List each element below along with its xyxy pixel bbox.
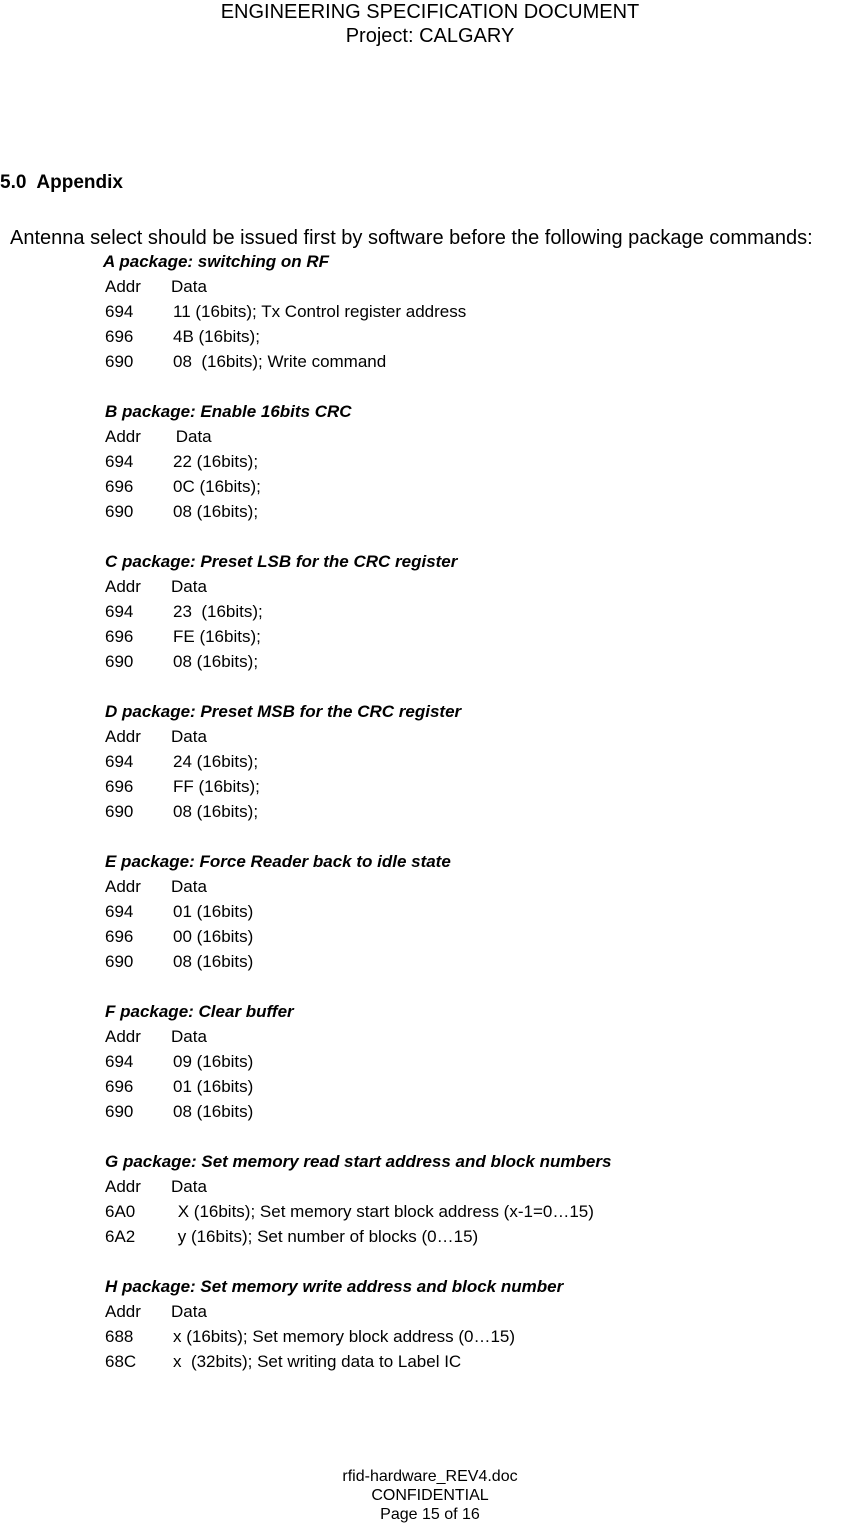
package-column-header (105, 274, 611, 299)
column-header-data: Data (171, 727, 207, 746)
column-header-data: Data (171, 427, 212, 446)
document-title: ENGINEERING SPECIFICATION DOCUMENT (220, 1, 640, 23)
register-value: 11 (16bits); Tx Control register address (173, 302, 467, 321)
register-row (105, 899, 611, 924)
register-row (105, 599, 611, 624)
register-address: 68C (105, 1352, 137, 1371)
register-address: 690 (105, 952, 134, 971)
register-value: 24 (16bits); (173, 752, 259, 771)
package-column-header (105, 1174, 611, 1199)
register-row (105, 749, 611, 774)
register-address: 690 (105, 502, 134, 521)
register-value: 08 (16bits); Write command (173, 352, 387, 371)
register-value: 00 (16bits) (173, 927, 254, 946)
column-header-addr: Addr (105, 1302, 141, 1321)
package-block (105, 249, 611, 374)
register-address: 690 (105, 652, 134, 671)
footer-classification: CONFIDENTIAL (371, 1487, 489, 1504)
register-value: X (16bits); Set memory start block address (x-1=0…15) (173, 1202, 594, 1221)
register-value: 08 (16bits); (173, 652, 259, 671)
register-address: 690 (105, 352, 134, 371)
register-value: 01 (16bits) (173, 902, 254, 921)
register-value: FF (16bits); (173, 777, 260, 796)
package-column-header (105, 1024, 611, 1049)
column-header-addr: Addr (105, 877, 141, 896)
register-row (105, 324, 611, 349)
register-value: y (16bits); Set number of blocks (0…15) (173, 1227, 479, 1246)
register-address: 6A0 (105, 1202, 136, 1221)
register-address: 694 (105, 302, 134, 321)
register-row (105, 1224, 611, 1249)
register-row (105, 649, 611, 674)
register-row (105, 799, 611, 824)
package-block (105, 1274, 611, 1374)
register-address: 696 (105, 927, 134, 946)
register-address: 688 (105, 1327, 134, 1346)
register-row (105, 774, 611, 799)
package-column-header (105, 724, 611, 749)
register-value: 09 (16bits) (173, 1052, 254, 1071)
package-block (105, 399, 611, 524)
package-column-header (105, 874, 611, 899)
register-address: 696 (105, 627, 134, 646)
register-address: 690 (105, 1102, 134, 1121)
register-row (105, 449, 611, 474)
project-name: Project: CALGARY (345, 25, 515, 47)
column-header-data: Data (171, 1302, 207, 1321)
register-row (105, 299, 611, 324)
register-row (105, 1049, 611, 1074)
package-list (105, 249, 611, 1399)
register-address: 696 (105, 1077, 134, 1096)
register-address: 694 (105, 452, 134, 471)
register-address: 696 (105, 327, 134, 346)
register-value: 08 (16bits) (173, 952, 254, 971)
register-value: 22 (16bits); (173, 452, 259, 471)
register-row (105, 1099, 611, 1124)
register-address: 690 (105, 802, 134, 821)
column-header-addr: Addr (105, 427, 141, 446)
column-header-addr: Addr (105, 1177, 141, 1196)
column-header-addr: Addr (105, 727, 141, 746)
column-header-addr: Addr (105, 1027, 141, 1046)
package-title: F package: Clear buffer (105, 1002, 294, 1021)
register-value: 08 (16bits); (173, 802, 259, 821)
register-value: x (16bits); Set memory block address (0…15) (173, 1327, 516, 1346)
page-header (0, 0, 845, 48)
section-title: Appendix (36, 172, 123, 193)
footer-page-number: Page 15 of 16 (380, 1506, 480, 1523)
column-header-data: Data (171, 1027, 207, 1046)
footer-filename: rfid-hardware_REV4.doc (342, 1468, 518, 1485)
column-header-addr: Addr (105, 277, 141, 296)
package-title: H package: Set memory write address and block number (105, 1277, 564, 1296)
register-row (105, 624, 611, 649)
page-footer (0, 1467, 845, 1524)
column-header-data: Data (171, 1177, 207, 1196)
section-number: 5.0 (0, 172, 27, 193)
column-header-data: Data (171, 877, 207, 896)
register-address: 694 (105, 1052, 134, 1071)
column-header-data: Data (171, 277, 207, 296)
register-row (105, 949, 611, 974)
package-block (105, 699, 611, 824)
register-row (105, 1324, 611, 1349)
register-value: 23 (16bits); (173, 602, 263, 621)
package-title: A package: switching on RF (103, 252, 330, 271)
register-value: 0C (16bits); (173, 477, 261, 496)
package-block (105, 849, 611, 974)
register-value: 08 (16bits); (173, 502, 259, 521)
register-address: 694 (105, 752, 134, 771)
column-header-data: Data (171, 577, 207, 596)
package-block (105, 999, 611, 1124)
column-header-addr: Addr (105, 577, 141, 596)
register-value: 08 (16bits) (173, 1102, 254, 1121)
package-column-header (105, 1299, 611, 1324)
package-title: C package: Preset LSB for the CRC register (105, 552, 458, 571)
register-value: x (32bits); Set writing data to Label IC (173, 1352, 462, 1371)
package-title: G package: Set memory read start address and block numbers (105, 1152, 612, 1171)
register-row (105, 924, 611, 949)
register-value: 01 (16bits) (173, 1077, 254, 1096)
register-address: 694 (105, 602, 134, 621)
register-address: 696 (105, 777, 134, 796)
register-address: 696 (105, 477, 134, 496)
register-row (105, 499, 611, 524)
register-row (105, 1074, 611, 1099)
register-row (105, 1349, 611, 1374)
package-title: B package: Enable 16bits CRC (105, 402, 352, 421)
package-column-header (105, 424, 611, 449)
section-heading (0, 172, 123, 194)
register-row (105, 349, 611, 374)
package-title: D package: Preset MSB for the CRC register (105, 702, 462, 721)
package-block (105, 1149, 611, 1249)
package-column-header (105, 574, 611, 599)
package-block (105, 549, 611, 674)
register-address: 6A2 (105, 1227, 136, 1246)
register-value: 4B (16bits); (173, 327, 260, 346)
register-address: 694 (105, 902, 134, 921)
register-row (105, 1199, 611, 1224)
intro-paragraph: Antenna select should be issued first by software before the following package commands: (10, 227, 813, 249)
register-row (105, 474, 611, 499)
package-title: E package: Force Reader back to idle state (105, 852, 451, 871)
register-value: FE (16bits); (173, 627, 261, 646)
